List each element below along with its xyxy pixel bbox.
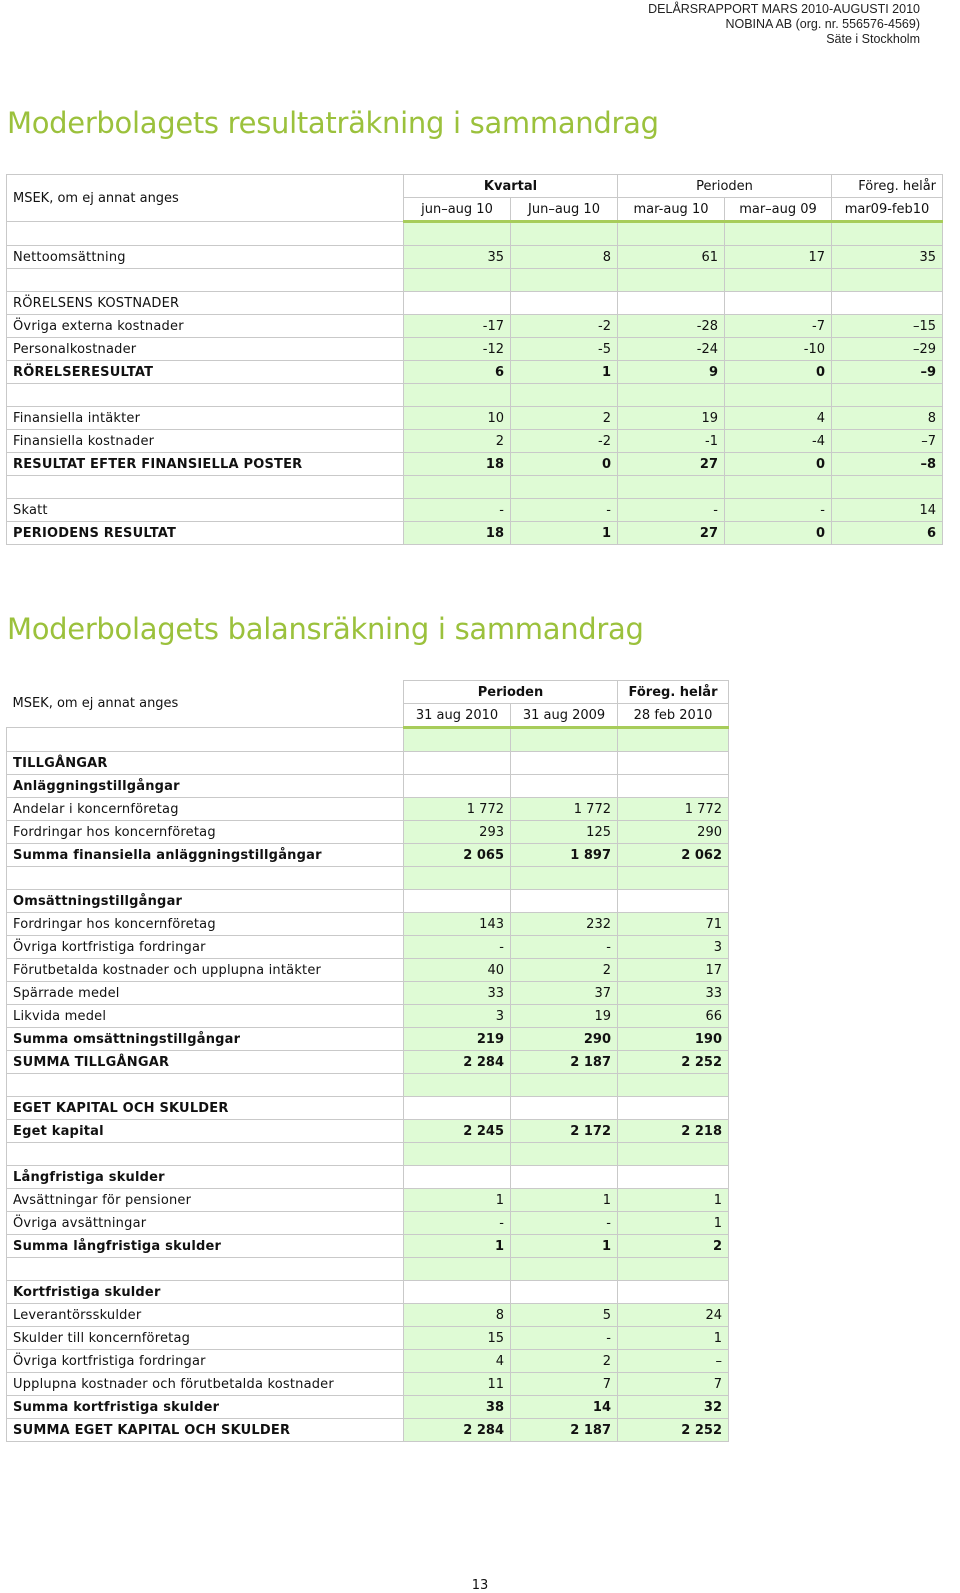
value-cell: 2 252 bbox=[618, 1051, 729, 1074]
page-number: 13 bbox=[471, 1578, 489, 1593]
value-cell: –7 bbox=[832, 430, 943, 453]
row-label: Summa omsättningstillgångar bbox=[7, 1028, 404, 1051]
value-cell: 0 bbox=[511, 453, 618, 476]
col-header: jun–aug 10 bbox=[404, 198, 511, 222]
value-cell: 2 bbox=[511, 959, 618, 982]
value-cell: -17 bbox=[404, 315, 511, 338]
spacer-row bbox=[7, 1074, 729, 1097]
row-label: RÖRELSERESULTAT bbox=[7, 361, 404, 384]
spacer-row bbox=[7, 384, 943, 407]
value-cell: 2 bbox=[618, 1235, 729, 1258]
value-cell: 1 772 bbox=[618, 798, 729, 821]
table-row bbox=[7, 315, 943, 338]
value-cell: 35 bbox=[404, 246, 511, 269]
value-cell: 15 bbox=[404, 1327, 511, 1350]
value-cell: 8 bbox=[511, 246, 618, 269]
value-cell: 18 bbox=[404, 453, 511, 476]
value-cell: 2 bbox=[511, 407, 618, 430]
value-cell: 1 bbox=[618, 1189, 729, 1212]
value-cell bbox=[404, 1281, 511, 1304]
table-row bbox=[7, 499, 943, 522]
value-cell bbox=[618, 1166, 729, 1189]
row-label: Omsättningstillgångar bbox=[7, 890, 404, 913]
value-cell: –9 bbox=[832, 361, 943, 384]
value-cell bbox=[511, 752, 618, 775]
table-row bbox=[7, 1304, 729, 1327]
value-cell: 2 187 bbox=[511, 1051, 618, 1074]
table-row bbox=[7, 1373, 729, 1396]
value-cell: 19 bbox=[618, 407, 725, 430]
table-row bbox=[7, 798, 729, 821]
value-cell: - bbox=[618, 499, 725, 522]
value-cell bbox=[511, 292, 618, 315]
table-row bbox=[7, 844, 729, 867]
value-cell: 290 bbox=[511, 1028, 618, 1051]
table-row bbox=[7, 982, 729, 1005]
value-cell: 293 bbox=[404, 821, 511, 844]
table-row bbox=[7, 1005, 729, 1028]
col-header: mar–aug 09 bbox=[725, 198, 832, 222]
spacer-row bbox=[7, 728, 729, 752]
row-label: Skulder till koncernföretag bbox=[7, 1327, 404, 1350]
value-cell bbox=[511, 1097, 618, 1120]
row-label: Summa finansiella anläggningstillgångar bbox=[7, 844, 404, 867]
value-cell: 3 bbox=[618, 936, 729, 959]
value-cell bbox=[511, 890, 618, 913]
value-cell: 18 bbox=[404, 522, 511, 545]
value-cell: - bbox=[404, 936, 511, 959]
value-cell: - bbox=[725, 499, 832, 522]
row-label: Fordringar hos koncernföretag bbox=[7, 913, 404, 936]
table-row bbox=[7, 959, 729, 982]
row-label: TILLGÅNGAR bbox=[7, 752, 404, 775]
value-cell: 1 bbox=[404, 1235, 511, 1258]
value-cell: 8 bbox=[404, 1304, 511, 1327]
value-cell: 2 284 bbox=[404, 1051, 511, 1074]
table-row bbox=[7, 1212, 729, 1235]
spacer-row bbox=[7, 269, 943, 292]
value-cell: 2 065 bbox=[404, 844, 511, 867]
table-row bbox=[7, 1281, 729, 1304]
value-cell: 8 bbox=[832, 407, 943, 430]
value-cell: –8 bbox=[832, 453, 943, 476]
row-label: Spärrade medel bbox=[7, 982, 404, 1005]
value-cell: 7 bbox=[618, 1373, 729, 1396]
row-label: Upplupna kostnader och förutbetalda kostnader bbox=[7, 1373, 404, 1396]
table-row bbox=[7, 936, 729, 959]
table-row bbox=[7, 1350, 729, 1373]
table-row bbox=[7, 1166, 729, 1189]
row-label: SUMMA TILLGÅNGAR bbox=[7, 1051, 404, 1074]
value-cell: -12 bbox=[404, 338, 511, 361]
income-statement-title: Moderbolagets resultaträkning i sammandrag bbox=[7, 106, 659, 140]
value-cell: 14 bbox=[511, 1396, 618, 1419]
value-cell bbox=[404, 292, 511, 315]
row-label: Personalkostnader bbox=[7, 338, 404, 361]
value-cell: 61 bbox=[618, 246, 725, 269]
value-cell bbox=[404, 1166, 511, 1189]
table-row bbox=[7, 407, 943, 430]
row-label: RÖRELSENS KOSTNADER bbox=[7, 292, 404, 315]
spacer-row bbox=[7, 1258, 729, 1281]
col-header: mar-aug 10 bbox=[618, 198, 725, 222]
value-cell: 219 bbox=[404, 1028, 511, 1051]
value-cell: - bbox=[511, 1327, 618, 1350]
value-cell: 2 245 bbox=[404, 1120, 511, 1143]
value-cell: 71 bbox=[618, 913, 729, 936]
row-label: Eget kapital bbox=[7, 1120, 404, 1143]
value-cell: 3 bbox=[404, 1005, 511, 1028]
value-cell: 6 bbox=[832, 522, 943, 545]
value-cell: -10 bbox=[725, 338, 832, 361]
value-cell: 1 897 bbox=[511, 844, 618, 867]
table-row bbox=[7, 361, 943, 384]
col-header: 28 feb 2010 bbox=[618, 704, 729, 728]
row-label: Andelar i koncernföretag bbox=[7, 798, 404, 821]
value-cell: 40 bbox=[404, 959, 511, 982]
row-label: Summa kortfristiga skulder bbox=[7, 1396, 404, 1419]
value-cell: 1 772 bbox=[404, 798, 511, 821]
value-cell: -28 bbox=[618, 315, 725, 338]
value-cell bbox=[618, 292, 725, 315]
value-cell: 19 bbox=[511, 1005, 618, 1028]
value-cell bbox=[511, 1281, 618, 1304]
row-label: Skatt bbox=[7, 499, 404, 522]
value-cell: -2 bbox=[511, 430, 618, 453]
table-row bbox=[7, 292, 943, 315]
value-cell: 38 bbox=[404, 1396, 511, 1419]
value-cell: 1 bbox=[511, 522, 618, 545]
value-cell: 143 bbox=[404, 913, 511, 936]
value-cell: 2 bbox=[404, 430, 511, 453]
table-row bbox=[7, 1189, 729, 1212]
value-cell: 17 bbox=[725, 246, 832, 269]
value-cell: - bbox=[404, 499, 511, 522]
value-cell: 2 218 bbox=[618, 1120, 729, 1143]
table-row bbox=[7, 1235, 729, 1258]
value-cell: 35 bbox=[832, 246, 943, 269]
row-label: Leverantörsskulder bbox=[7, 1304, 404, 1327]
group-foreg-helar: Föreg. helår bbox=[832, 175, 943, 198]
value-cell: 1 bbox=[618, 1212, 729, 1235]
value-cell: –29 bbox=[832, 338, 943, 361]
value-cell: 290 bbox=[618, 821, 729, 844]
balance-unit-label: MSEK, om ej annat anges bbox=[7, 681, 404, 728]
col-header: Jun–aug 10 bbox=[511, 198, 618, 222]
value-cell: -1 bbox=[618, 430, 725, 453]
value-cell: -7 bbox=[725, 315, 832, 338]
table-row bbox=[7, 1120, 729, 1143]
income-unit-label: MSEK, om ej annat anges bbox=[7, 175, 404, 222]
table-row bbox=[7, 522, 943, 545]
table-row bbox=[7, 1396, 729, 1419]
value-cell bbox=[832, 292, 943, 315]
row-label: Nettoomsättning bbox=[7, 246, 404, 269]
table-row bbox=[7, 430, 943, 453]
table-row bbox=[7, 1028, 729, 1051]
value-cell: 1 772 bbox=[511, 798, 618, 821]
value-cell: 4 bbox=[725, 407, 832, 430]
value-cell: 17 bbox=[618, 959, 729, 982]
value-cell: 0 bbox=[725, 361, 832, 384]
value-cell bbox=[404, 890, 511, 913]
value-cell bbox=[511, 775, 618, 798]
value-cell: -5 bbox=[511, 338, 618, 361]
value-cell: -4 bbox=[725, 430, 832, 453]
row-label: SUMMA EGET KAPITAL OCH SKULDER bbox=[7, 1419, 404, 1442]
value-cell: 1 bbox=[511, 1189, 618, 1212]
value-cell: 1 bbox=[404, 1189, 511, 1212]
table-row bbox=[7, 821, 729, 844]
table-row bbox=[7, 1419, 729, 1442]
table-row bbox=[7, 1327, 729, 1350]
value-cell: 0 bbox=[725, 522, 832, 545]
value-cell: - bbox=[511, 1212, 618, 1235]
value-cell: 2 252 bbox=[618, 1419, 729, 1442]
row-label: Finansiella intäkter bbox=[7, 407, 404, 430]
table-row bbox=[7, 752, 729, 775]
row-label: EGET KAPITAL OCH SKULDER bbox=[7, 1097, 404, 1120]
table-row bbox=[7, 338, 943, 361]
value-cell bbox=[511, 1166, 618, 1189]
col-header: 31 aug 2009 bbox=[511, 704, 618, 728]
value-cell: 32 bbox=[618, 1396, 729, 1419]
col-header: mar09-feb10 bbox=[832, 198, 943, 222]
value-cell bbox=[618, 1281, 729, 1304]
value-cell: 6 bbox=[404, 361, 511, 384]
row-label: Anläggningstillgångar bbox=[7, 775, 404, 798]
value-cell: 1 bbox=[511, 1235, 618, 1258]
value-cell: 125 bbox=[511, 821, 618, 844]
report-header bbox=[648, 2, 920, 47]
value-cell bbox=[404, 775, 511, 798]
value-cell: 2 062 bbox=[618, 844, 729, 867]
value-cell: 232 bbox=[511, 913, 618, 936]
row-label: Likvida medel bbox=[7, 1005, 404, 1028]
value-cell: -24 bbox=[618, 338, 725, 361]
table-row bbox=[7, 246, 943, 269]
header-line-1: DELÅRSRAPPORT MARS 2010-AUGUSTI 2010 bbox=[648, 2, 920, 16]
value-cell: 7 bbox=[511, 1373, 618, 1396]
balance-sheet-title: Moderbolagets balansräkning i sammandrag bbox=[7, 612, 644, 646]
value-cell: 190 bbox=[618, 1028, 729, 1051]
value-cell: 1 bbox=[511, 361, 618, 384]
value-cell bbox=[725, 292, 832, 315]
table-row bbox=[7, 890, 729, 913]
value-cell: 10 bbox=[404, 407, 511, 430]
value-cell: 1 bbox=[618, 1327, 729, 1350]
value-cell: 2 284 bbox=[404, 1419, 511, 1442]
row-label: Finansiella kostnader bbox=[7, 430, 404, 453]
value-cell: 24 bbox=[618, 1304, 729, 1327]
balance-sheet-table bbox=[6, 680, 729, 1442]
row-label: Övriga kortfristiga fordringar bbox=[7, 936, 404, 959]
value-cell bbox=[618, 890, 729, 913]
row-label: Summa långfristiga skulder bbox=[7, 1235, 404, 1258]
value-cell: 27 bbox=[618, 453, 725, 476]
group-perioden: Perioden bbox=[618, 175, 832, 198]
row-label: Avsättningar för pensioner bbox=[7, 1189, 404, 1212]
group-foreg-helar: Föreg. helår bbox=[618, 681, 729, 704]
header-line-2: NOBINA AB (org. nr. 556576-4569) bbox=[725, 17, 920, 31]
row-label: Kortfristiga skulder bbox=[7, 1281, 404, 1304]
value-cell: 33 bbox=[404, 982, 511, 1005]
row-label: RESULTAT EFTER FINANSIELLA POSTER bbox=[7, 453, 404, 476]
value-cell: - bbox=[404, 1212, 511, 1235]
value-cell: – bbox=[618, 1350, 729, 1373]
value-cell: 4 bbox=[404, 1350, 511, 1373]
group-perioden: Perioden bbox=[404, 681, 618, 704]
value-cell: 0 bbox=[725, 453, 832, 476]
row-label: Förutbetalda kostnader och upplupna intäkter bbox=[7, 959, 404, 982]
value-cell: 9 bbox=[618, 361, 725, 384]
value-cell: 33 bbox=[618, 982, 729, 1005]
value-cell: 66 bbox=[618, 1005, 729, 1028]
value-cell: 27 bbox=[618, 522, 725, 545]
value-cell: - bbox=[511, 936, 618, 959]
row-label: Övriga kortfristiga fordringar bbox=[7, 1350, 404, 1373]
value-cell bbox=[618, 775, 729, 798]
table-row bbox=[7, 1051, 729, 1074]
value-cell: -2 bbox=[511, 315, 618, 338]
value-cell bbox=[618, 1097, 729, 1120]
value-cell bbox=[404, 752, 511, 775]
income-statement-table bbox=[6, 174, 943, 545]
value-cell bbox=[404, 1097, 511, 1120]
row-label: Långfristiga skulder bbox=[7, 1166, 404, 1189]
value-cell: 37 bbox=[511, 982, 618, 1005]
group-kvartal: Kvartal bbox=[404, 175, 618, 198]
table-row bbox=[7, 1097, 729, 1120]
value-cell: 2 187 bbox=[511, 1419, 618, 1442]
table-row bbox=[7, 453, 943, 476]
value-cell: 5 bbox=[511, 1304, 618, 1327]
value-cell bbox=[618, 752, 729, 775]
value-cell: - bbox=[511, 499, 618, 522]
row-label: Fordringar hos koncernföretag bbox=[7, 821, 404, 844]
row-label: PERIODENS RESULTAT bbox=[7, 522, 404, 545]
value-cell: 2 bbox=[511, 1350, 618, 1373]
value-cell: 14 bbox=[832, 499, 943, 522]
value-cell: 11 bbox=[404, 1373, 511, 1396]
table-row bbox=[7, 913, 729, 936]
value-cell: –15 bbox=[832, 315, 943, 338]
header-line-3: Säte i Stockholm bbox=[826, 32, 920, 46]
spacer-row bbox=[7, 867, 729, 890]
spacer-row bbox=[7, 222, 943, 246]
row-label: Övriga externa kostnader bbox=[7, 315, 404, 338]
value-cell: 2 172 bbox=[511, 1120, 618, 1143]
table-row bbox=[7, 775, 729, 798]
spacer-row bbox=[7, 476, 943, 499]
row-label: Övriga avsättningar bbox=[7, 1212, 404, 1235]
spacer-row bbox=[7, 1143, 729, 1166]
col-header: 31 aug 2010 bbox=[404, 704, 511, 728]
